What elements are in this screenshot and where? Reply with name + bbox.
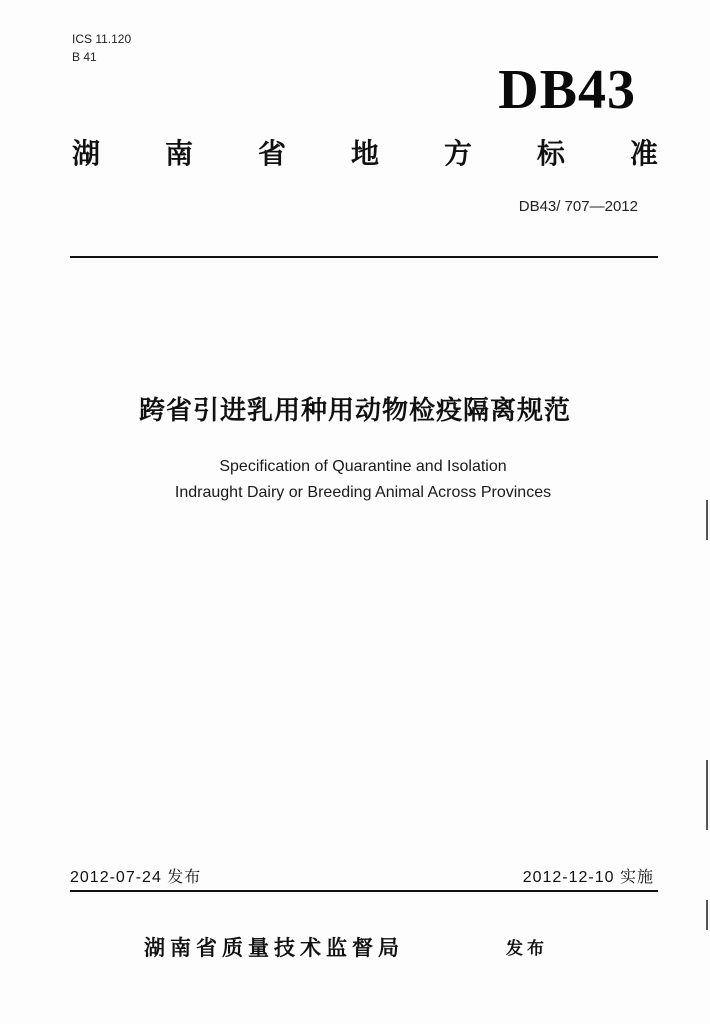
standard-code: DB43 xyxy=(498,59,636,121)
ics-code: ICS 11.120 xyxy=(72,32,132,46)
scan-edge-mark xyxy=(706,900,708,930)
title-english-line: Specification of Quarantine and Isolation xyxy=(219,458,507,475)
title-chinese: 跨省引进乳用种用动物检疫隔离规范 xyxy=(138,396,571,426)
standard-type-char: 省 xyxy=(257,137,286,170)
top-divider xyxy=(70,256,658,258)
standard-type-char: 地 xyxy=(350,137,379,170)
standard-type xyxy=(72,136,658,172)
standard-type-char: 湖 xyxy=(72,137,101,170)
ccs-code: B 41 xyxy=(72,50,97,64)
implementation-date: 2012-12-10 实施 xyxy=(522,869,654,886)
standard-type-char: 标 xyxy=(536,137,565,170)
title-english-line: Indraught Dairy or Breeding Animal Across Provinces xyxy=(174,484,552,501)
issue-date: 2012-07-24 发布 xyxy=(70,869,202,886)
classification-codes xyxy=(72,30,131,66)
scan-edge-mark xyxy=(706,760,708,830)
scan-edge-mark xyxy=(706,500,708,540)
standard-type-char: 南 xyxy=(164,137,193,170)
title-english xyxy=(0,454,710,506)
standard-type-char: 方 xyxy=(443,137,472,170)
bottom-divider xyxy=(70,890,658,892)
issuer: 湖南省质量技术监督局 xyxy=(144,936,404,960)
issuer-action: 发布 xyxy=(506,939,548,959)
standard-type-char: 准 xyxy=(629,137,658,170)
standard-number: DB43/ 707—2012 xyxy=(518,198,638,215)
